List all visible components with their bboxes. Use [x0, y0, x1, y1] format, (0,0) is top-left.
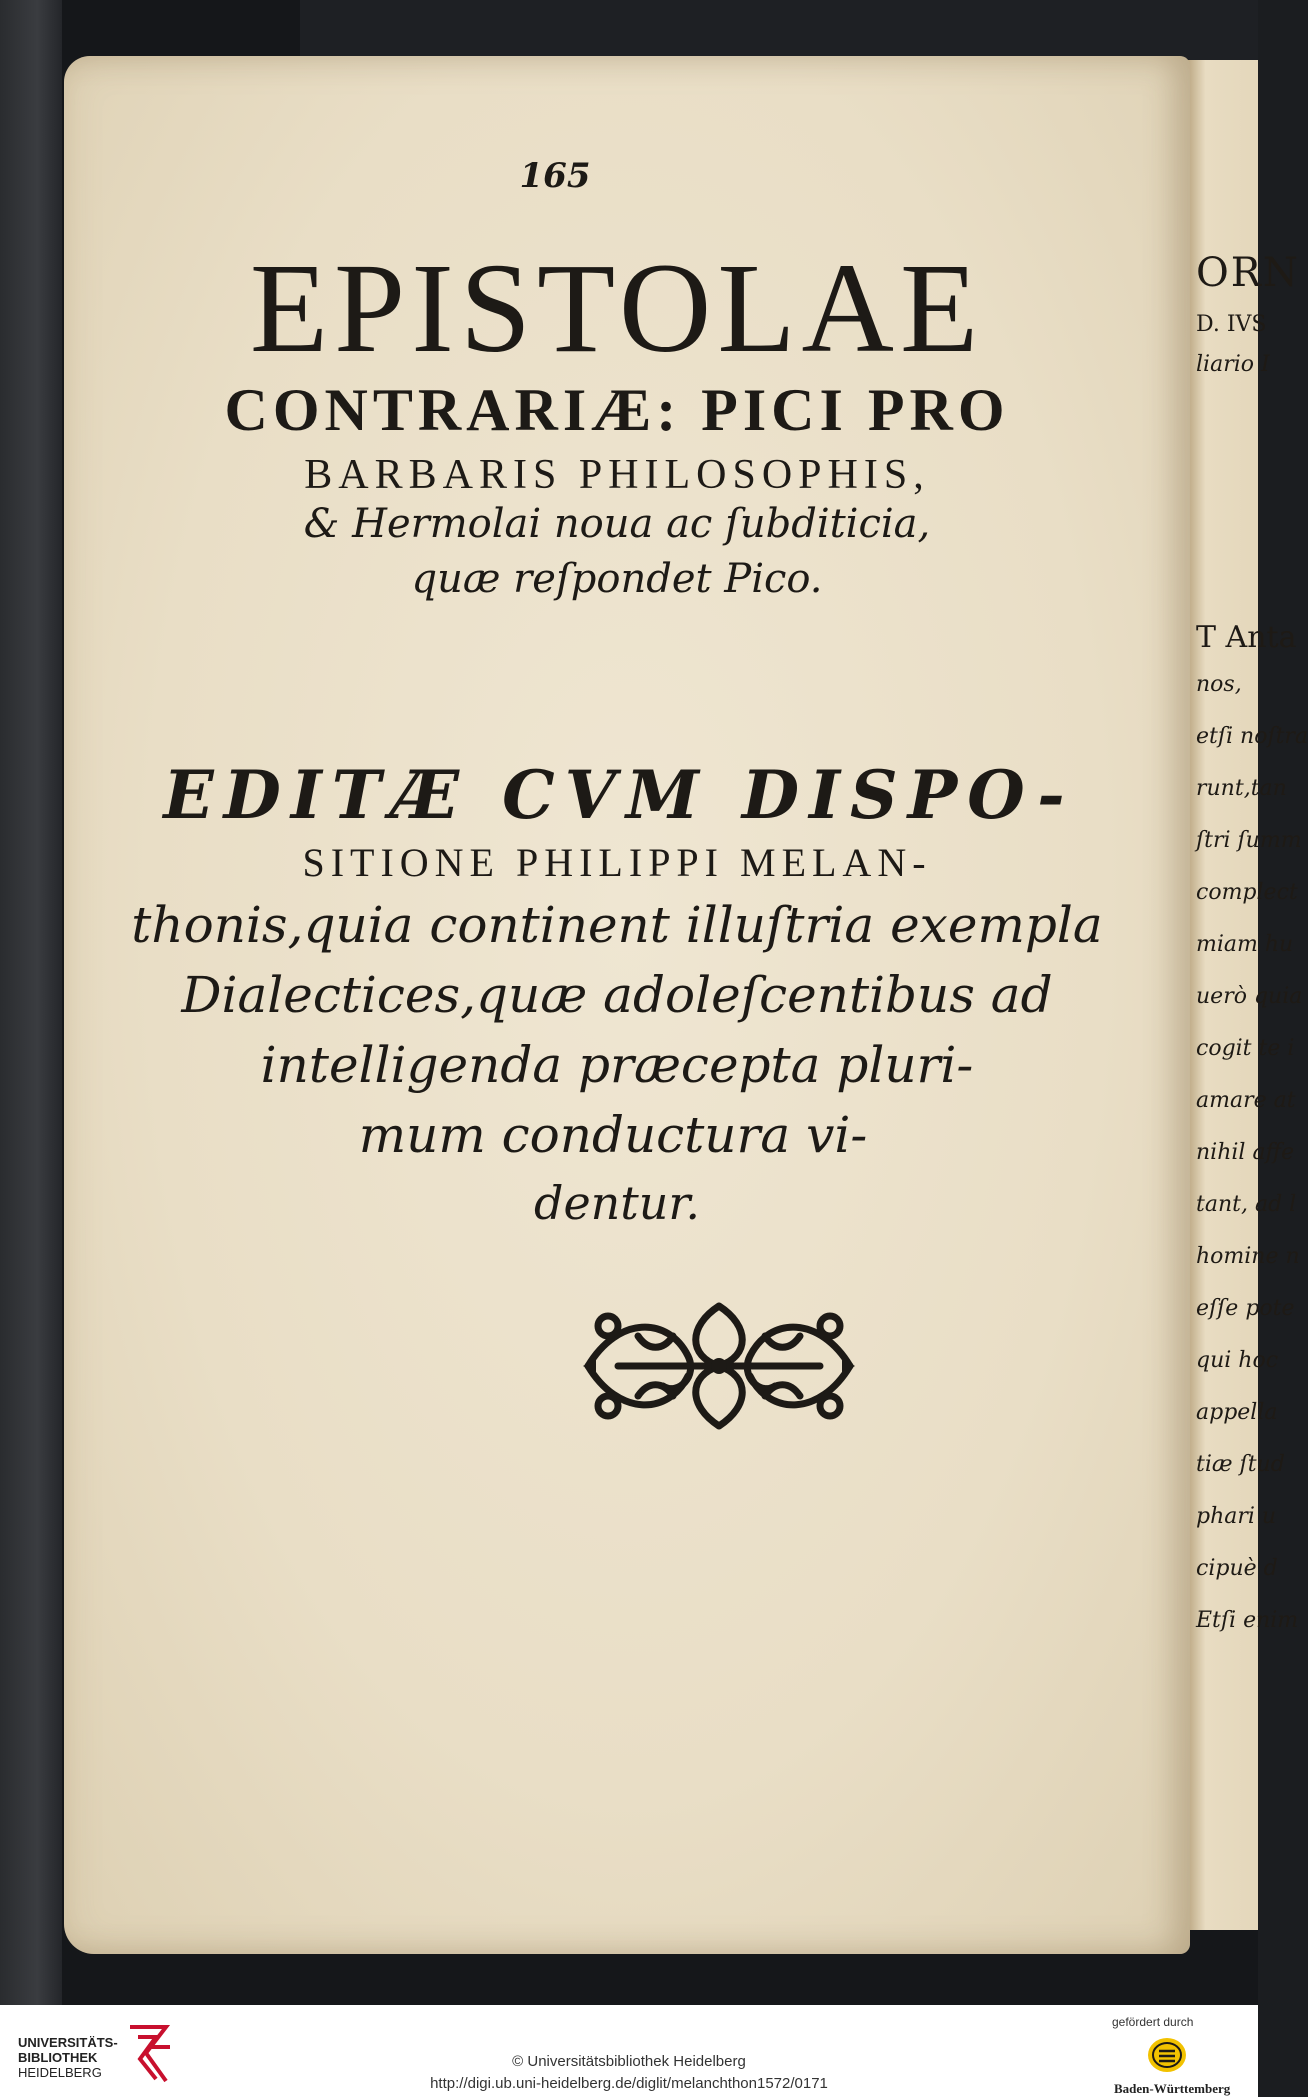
facing-page-line: qui hoc	[1196, 1348, 1279, 1373]
facing-page-line: appella	[1196, 1400, 1278, 1425]
facing-page-line: cipuè d	[1196, 1556, 1278, 1581]
facing-page-line: ſtri ſumm	[1196, 828, 1302, 853]
facing-page-line: amare at	[1196, 1088, 1296, 1113]
facing-page-line: tiæ ſtud	[1196, 1452, 1285, 1477]
library-name-line-1: UNIVERSITÄTS-	[18, 2035, 118, 2050]
facing-page-line: T Anta	[1196, 620, 1297, 655]
scan-top-band	[300, 0, 1258, 60]
facing-page-line: cogit te i	[1196, 1036, 1295, 1061]
document-url-link[interactable]: http://digi.ub.uni-heidelberg.de/diglit/melanchthon1572/0171	[430, 2075, 828, 2092]
edition-line-1: EDITÆ CVM DISPO-	[163, 756, 1075, 834]
viewer-footer	[0, 2005, 1258, 2097]
facing-page-line: homine n	[1196, 1244, 1300, 1269]
title-line-3: BARBARIS PHILOSOPHIS,	[304, 452, 930, 498]
title-line-4: & Hermolai noua ac ſubditicia,	[303, 501, 931, 547]
book-edge	[0, 0, 62, 2005]
book-page	[64, 56, 1190, 1954]
edition-line-4: Dialectices,quæ adoleſcentibus ad	[181, 966, 1053, 1024]
library-name-line-2: BIBLIOTHEK	[18, 2050, 98, 2065]
edition-line-6: mum conductura vi-	[358, 1106, 868, 1164]
facing-page-line: tant, ad l	[1196, 1192, 1297, 1217]
facing-page-line: runt,tan	[1196, 776, 1287, 801]
copyright-notice: © Universitätsbibliothek Heidelberg	[512, 2053, 746, 2070]
printers-ornament-icon	[578, 1296, 860, 1436]
facing-page-line: ORN	[1196, 250, 1300, 296]
facing-page-line: complect	[1196, 880, 1298, 905]
library-name-line-3: HEIDELBERG	[18, 2065, 102, 2080]
facing-page-line: eſſe pote	[1196, 1296, 1295, 1321]
facing-page-line: nihil affe	[1196, 1140, 1295, 1165]
page-number: 165	[519, 156, 591, 196]
facing-page-line: D. IVS	[1196, 312, 1267, 337]
title-line-5: quæ reſpondet Pico.	[411, 556, 823, 602]
facing-page-line: miam hu	[1196, 932, 1294, 957]
title-line-2: CONTRARIÆ: PICI PRO	[224, 377, 1010, 443]
baden-wuerttemberg-emblem-icon[interactable]	[1147, 2035, 1187, 2075]
edition-line-3: thonis,quia continent illuſtria exempla	[131, 896, 1103, 954]
facing-page-line: Etſi enim	[1196, 1608, 1299, 1633]
facing-page-line: uerò quia	[1196, 984, 1303, 1009]
facing-page-edge	[1188, 60, 1308, 1930]
edition-line-5: intelligenda præcepta pluri-	[260, 1036, 974, 1094]
facing-page-line: etſi noſtra	[1196, 724, 1308, 749]
facing-page-line: nos,	[1196, 672, 1242, 697]
funded-by-label: gefördert durch	[1112, 2015, 1194, 2029]
facing-page-line: phari u	[1196, 1504, 1277, 1529]
title-line-1: EPISTOLAE	[249, 237, 985, 379]
funder-name: Baden-Württemberg	[1114, 2081, 1231, 2096]
edition-line-2: SITIONE PHILIPPI MELAN-	[302, 840, 932, 885]
edition-line-7: dentur.	[534, 1176, 700, 1230]
facing-page-line: liario I	[1196, 352, 1270, 377]
